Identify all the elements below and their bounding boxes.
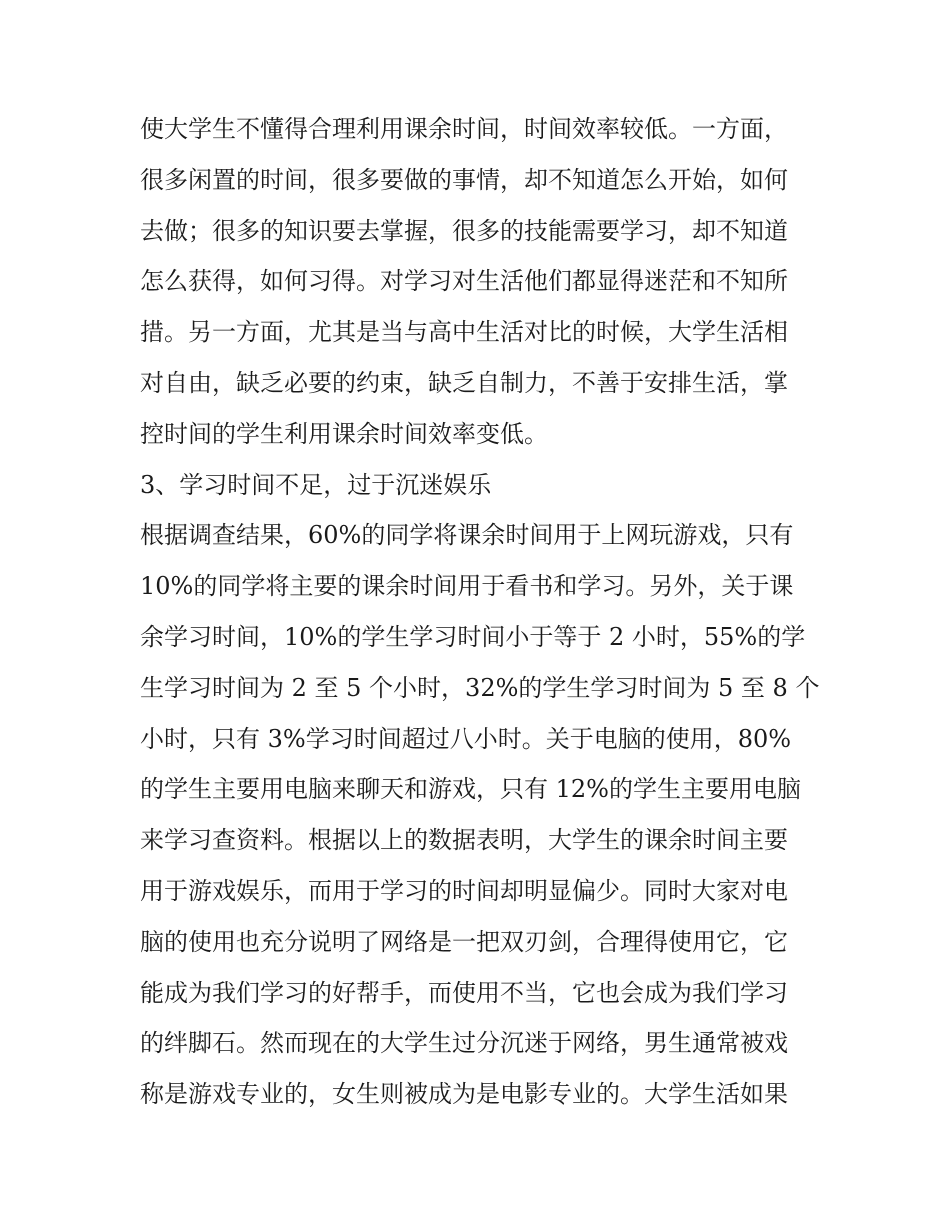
body-text (140, 104, 820, 1120)
text-line: 去做；很多的知识要去掌握，很多的技能需要学习，却不知道 (140, 216, 788, 245)
text-line: 的学生主要用电脑来聊天和游戏，只有 12%的学生主要用电脑 (140, 775, 801, 804)
section-heading: 3、学习时间不足，过于沉迷娱乐 (140, 470, 492, 499)
text-line: 措。另一方面，尤其是当与高中生活对比的时候，大学生活相 (140, 318, 788, 347)
text-line: 能成为我们学习的好帮手，而使用不当，它也会成为我们学习 (140, 978, 788, 1007)
text-line: 生学习时间为 2 至 5 个小时，32%的学生学习时间为 5 至 8 个 (140, 673, 820, 702)
text-line: 使大学生不懂得合理利用课余时间，时间效率较低。一方面， (140, 115, 788, 143)
text-line: 根据调查结果，60%的同学将课余时间用于上网玩游戏，只有 (140, 521, 794, 550)
text-line: 控时间的学生利用课余时间效率变低。 (140, 419, 548, 448)
text-line: 来学习查资料。根据以上的数据表明，大学生的课余时间主要 (140, 826, 788, 855)
text-line: 很多闲置的时间，很多要做的事情，却不知道怎么开始，如何 (140, 165, 788, 194)
text-line: 用于游戏娱乐，而用于学习的时间却明显偏少。同时大家对电 (140, 876, 788, 905)
text-line: 称是游戏专业的，女生则被成为是电影专业的。大学生活如果 (140, 1080, 788, 1109)
text-line: 的绊脚石。然而现在的大学生过分沉迷于网络，男生通常被戏 (140, 1029, 788, 1058)
text-line: 余学习时间，10%的学生学习时间小于等于 2 小时，55%的学 (140, 622, 806, 651)
text-line: 怎么获得，如何习得。对学习对生活他们都显得迷茫和不知所 (140, 267, 788, 296)
text-line: 脑的使用也充分说明了网络是一把双刃剑，合理得使用它，它 (140, 927, 788, 956)
text-line: 10%的同学将主要的课余时间用于看书和学习。另外，关于课 (140, 572, 794, 601)
text-line: 小时，只有 3%学习时间超过八小时。关于电脑的使用，80% (140, 724, 792, 753)
text-line: 对自由，缺乏必要的约束，缺乏自制力，不善于安排生活，掌 (140, 368, 788, 397)
